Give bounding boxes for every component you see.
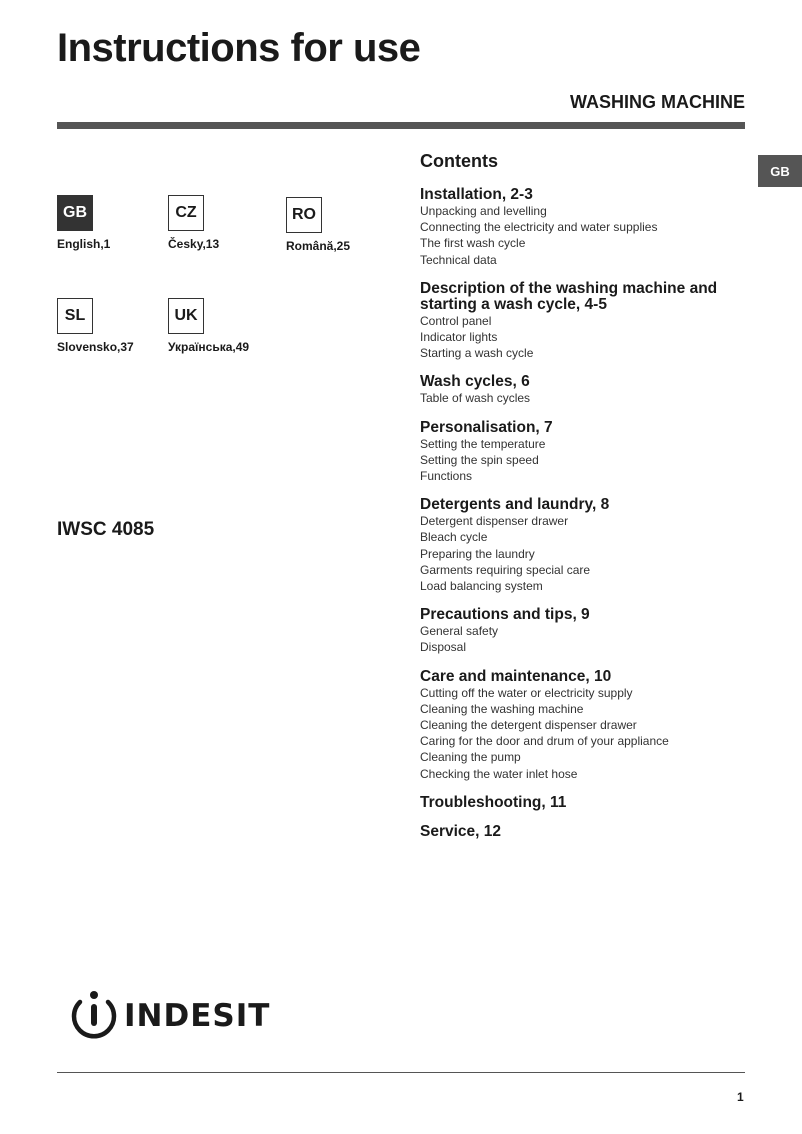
- page-title: Instructions for use: [57, 26, 421, 70]
- section-item: Cutting off the water or electricity supply: [420, 685, 633, 700]
- section-item: General safety: [420, 624, 499, 639]
- section-item: Technical data: [420, 252, 497, 267]
- contents-section: [420, 374, 750, 406]
- contents-heading: Contents: [420, 151, 498, 171]
- section-item: The first wash cycle: [420, 236, 526, 251]
- section-item: Starting a wash cycle: [420, 346, 534, 361]
- section-item: Disposal: [420, 640, 467, 655]
- section-item: Functions: [420, 469, 473, 484]
- language-entry-uk[interactable]: [168, 298, 288, 354]
- header-divider: [57, 122, 745, 129]
- language-label: Українська,49: [168, 340, 250, 354]
- language-side-tab: GB: [758, 155, 802, 187]
- section-item: Setting the spin speed: [420, 452, 539, 467]
- contents-section: [420, 420, 750, 485]
- section-item: Bleach cycle: [420, 530, 488, 545]
- contents-section: [420, 187, 750, 268]
- table-of-contents: [420, 151, 750, 853]
- section-item: Table of wash cycles: [420, 391, 531, 406]
- section-title: Service, 12: [420, 822, 502, 840]
- section-item: Setting the temperature: [420, 436, 546, 451]
- section-item: Connecting the electricity and water supplies: [420, 220, 658, 235]
- section-item: Load balancing system: [420, 579, 543, 594]
- section-item: Garments requiring special care: [420, 562, 591, 577]
- section-title: Precautions and tips, 9: [420, 606, 590, 624]
- language-code-box[interactable]: SL: [57, 298, 93, 334]
- language-code-box[interactable]: CZ: [168, 195, 204, 231]
- page-number: 1: [737, 1090, 744, 1104]
- language-entry-sl[interactable]: [57, 298, 177, 354]
- language-label: Slovensko,37: [57, 340, 134, 354]
- section-title: Description of the washing machine and starting a wash cycle, 4-5: [420, 279, 718, 313]
- section-item: Detergent dispenser drawer: [420, 514, 569, 529]
- section-title: Troubleshooting, 11: [420, 793, 567, 811]
- model-number: IWSC 4085: [57, 519, 155, 540]
- language-entry-cz[interactable]: [168, 195, 288, 251]
- contents-section: [420, 669, 750, 782]
- section-item: Control panel: [420, 313, 492, 328]
- product-type: WASHING MACHINE: [570, 92, 745, 112]
- brand-wordmark: INDESIT: [124, 998, 271, 1034]
- language-label: Română,25: [286, 239, 351, 253]
- contents-section: [420, 824, 750, 840]
- contents-section: [420, 497, 750, 594]
- section-item: Unpacking and levelling: [420, 204, 547, 218]
- language-label: Česky,13: [168, 237, 220, 251]
- brand-logo: [70, 990, 270, 1042]
- section-title: Installation, 2-3: [420, 186, 533, 203]
- section-item: Checking the water inlet hose: [420, 766, 578, 781]
- language-label: English,1: [57, 237, 111, 251]
- contents-sections: [420, 187, 750, 840]
- language-code-box[interactable]: RO: [286, 197, 322, 233]
- footer-divider: [57, 1072, 745, 1073]
- section-item: Cleaning the pump: [420, 750, 521, 765]
- section-item: Caring for the door and drum of your appliance: [420, 734, 669, 749]
- section-title: Detergents and laundry, 8: [420, 496, 610, 514]
- section-title: Care and maintenance, 10: [420, 667, 612, 685]
- contents-section: [420, 795, 750, 811]
- section-item: Cleaning the detergent dispenser drawer: [420, 718, 637, 733]
- section-item: Cleaning the washing machine: [420, 701, 584, 716]
- contents-section: [420, 607, 750, 655]
- language-entry-ro[interactable]: [286, 197, 406, 253]
- language-code-box[interactable]: UK: [168, 298, 204, 334]
- section-title: Wash cycles, 6: [420, 373, 530, 391]
- section-item: Preparing the laundry: [420, 546, 535, 561]
- language-code-box[interactable]: GB: [57, 195, 93, 231]
- section-item: Indicator lights: [420, 330, 498, 345]
- indesit-logo-icon: [70, 990, 118, 1042]
- section-title: Personalisation, 7: [420, 418, 553, 436]
- language-entry-gb[interactable]: [57, 195, 177, 251]
- contents-section: [420, 281, 750, 362]
